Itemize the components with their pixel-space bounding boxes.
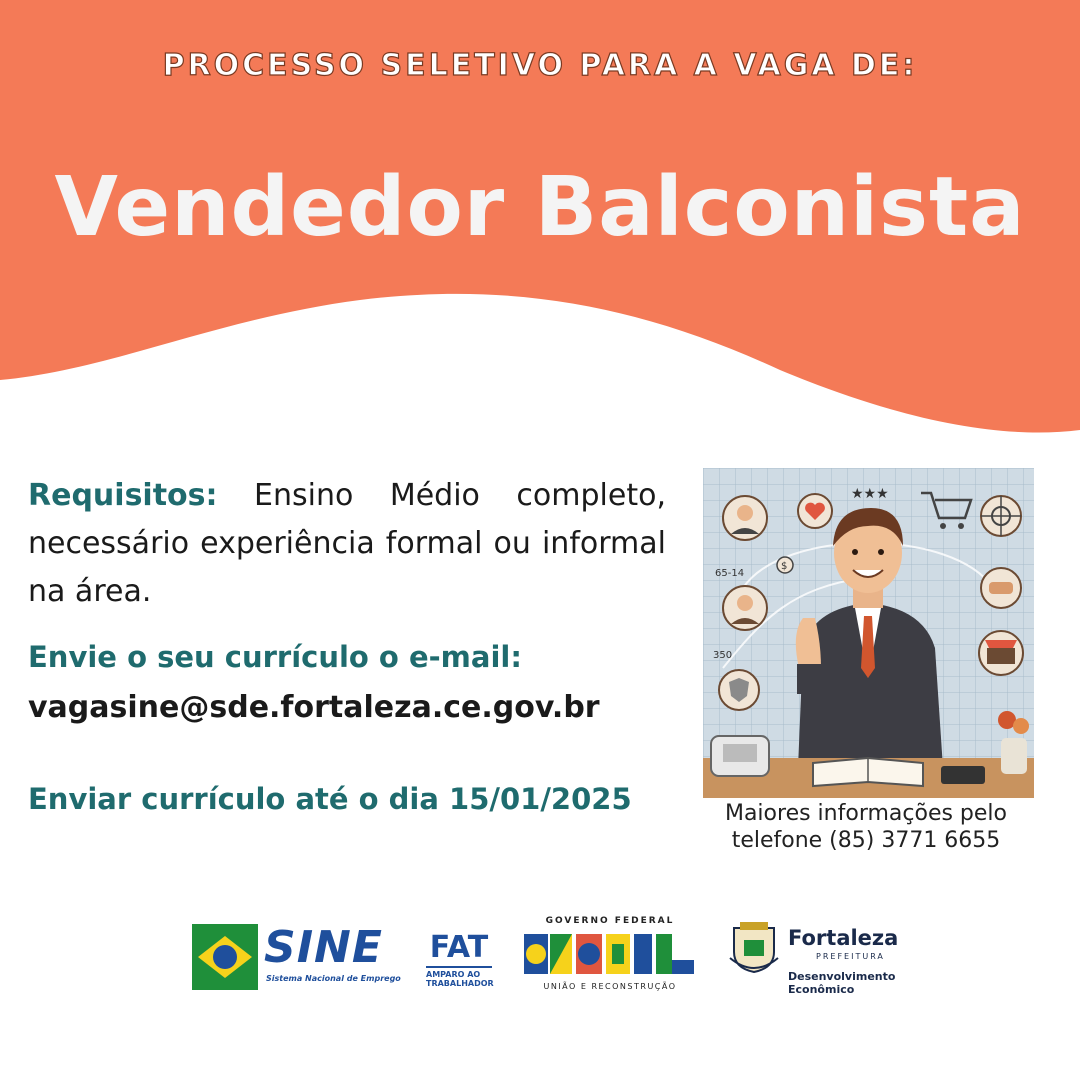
governo-federal-logo [522, 916, 698, 996]
brasil-wordmark [522, 930, 698, 978]
fortaleza-prefeitura: PREFEITURA [816, 952, 885, 961]
sine-logo [192, 922, 401, 992]
contact-email[interactable]: vagasine@sde.fortaleza.ce.gov.br [28, 690, 600, 725]
shield-icon [719, 670, 759, 710]
header-kicker: PROCESSO SELETIVO PARA A VAGA DE: [162, 48, 918, 83]
illustration-number-2: 350 [713, 650, 733, 661]
more-info-line-1: Maiores informações pelo [724, 801, 1008, 826]
gov-top-text: GOVERNO FEDERAL [545, 916, 675, 926]
salesman-illustration [703, 468, 1034, 798]
svg-text:$: $ [781, 561, 788, 572]
mobile-phone-icon [941, 766, 985, 784]
job-title: Vendedor Balconista [54, 160, 1026, 255]
handshake-icon [981, 568, 1021, 608]
person-icon-2 [723, 586, 767, 630]
department-line-1: Desenvolvimento [788, 970, 896, 983]
phone-icon [711, 736, 769, 776]
fortaleza-name: Fortaleza [788, 926, 899, 950]
dollar-icon [777, 557, 793, 573]
svg-text:★★★: ★★★ [851, 486, 889, 502]
sine-subtitle: Sistema Nacional de Emprego [266, 974, 401, 983]
more-info-line-2: telefone (85) 3771 6655 [731, 828, 1001, 853]
fortaleza-coat-of-arms-icon [726, 918, 782, 974]
notebook-icon [813, 758, 923, 786]
fat-subtitle-line-2: TRABALHADOR [426, 979, 494, 988]
prefeitura-fortaleza-logo [726, 918, 899, 1000]
illustration-number-1: 65-14 [715, 568, 745, 579]
heart-icon [798, 494, 832, 528]
shop-icon [979, 631, 1023, 675]
send-resume-label: Envie o seu currículo o e-mail: [28, 640, 522, 674]
fat-name: FAT [429, 930, 489, 965]
department-line-2: Econômico [788, 983, 855, 996]
requirements-label: Requisitos: [28, 478, 218, 513]
more-info [700, 800, 1032, 854]
fat-logo [426, 930, 492, 996]
sine-name: SINE [264, 922, 383, 973]
sine-flag-icon [192, 924, 258, 990]
person-icon [723, 496, 767, 540]
requirements-text: Ensino Médio completo, necessário experiência formal ou informal na área. [28, 478, 666, 609]
flower-vase-icon [998, 711, 1029, 774]
fat-subtitle [426, 970, 492, 988]
fat-subtitle-line-1: AMPARO AO [426, 970, 481, 979]
gov-bottom-text: UNIÃO E RECONSTRUÇÃO [543, 982, 677, 991]
fortaleza-department [788, 970, 895, 996]
requirements-paragraph [28, 472, 666, 616]
deadline-text: Enviar currículo até o dia 15/01/2025 [28, 782, 632, 816]
target-icon [981, 496, 1021, 536]
